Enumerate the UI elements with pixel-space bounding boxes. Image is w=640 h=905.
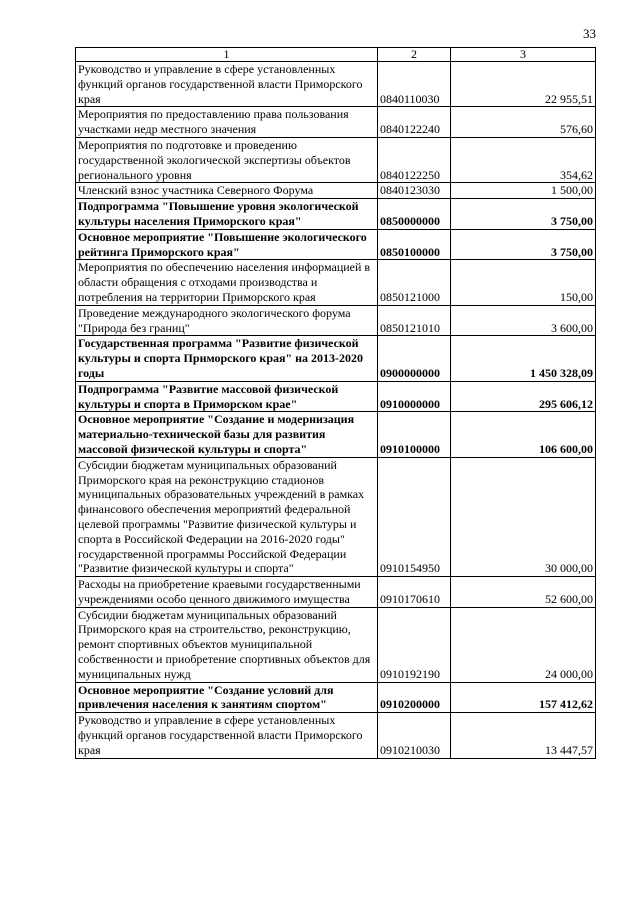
page-number: 33 [583, 26, 596, 41]
row-code: 0910192190 [378, 607, 451, 682]
budget-table [75, 47, 596, 759]
row-name: Субсидии бюджетам муниципальных образований Приморского края на строительство, реконструкцию, ремонт спортивных объектов муниципальной собственности и приобретение спортивных объектов для муниципальных нужд [76, 607, 378, 682]
row-code: 0910170610 [378, 577, 451, 608]
row-name: Основное мероприятие "Создание условий для привлечения населения к занятиям спортом" [76, 682, 378, 713]
table-row [76, 713, 596, 758]
row-code: 0910210030 [378, 713, 451, 758]
table-row [76, 62, 596, 107]
row-name: Руководство и управление в сфере установленных функций органов государственной власти Приморского края [76, 713, 378, 758]
row-sum: 22 955,51 [451, 62, 596, 107]
row-name: Мероприятия по подготовке и проведению государственной экологической экспертизы объектов регионального уровня [76, 137, 378, 182]
row-code: 0910000000 [378, 381, 451, 412]
row-sum: 24 000,00 [451, 607, 596, 682]
row-code: 0850100000 [378, 229, 451, 260]
row-code: 0910154950 [378, 457, 451, 576]
row-sum: 576,60 [451, 107, 596, 138]
table-row [76, 260, 596, 305]
column-header-name: 1 [76, 48, 378, 62]
row-code: 0840123030 [378, 183, 451, 199]
row-name: Мероприятия по предоставлению права пользования участками недр местного значения [76, 107, 378, 138]
table-row [76, 229, 596, 260]
table-row [76, 577, 596, 608]
table-row [76, 336, 596, 381]
table-row [76, 607, 596, 682]
row-sum: 3 600,00 [451, 305, 596, 336]
row-name: Подпрограмма "Повышение уровня экологической культуры населения Приморского края" [76, 199, 378, 230]
row-name: Мероприятия по обеспечению населения информацией в области обращения с отходами производства и потребления на территории Приморского края [76, 260, 378, 305]
row-code: 0840110030 [378, 62, 451, 107]
row-sum: 295 606,12 [451, 381, 596, 412]
row-sum: 1 450 328,09 [451, 336, 596, 381]
table-row [76, 137, 596, 182]
table-row [76, 305, 596, 336]
row-sum: 354,62 [451, 137, 596, 182]
row-code: 0900000000 [378, 336, 451, 381]
table-row [76, 682, 596, 713]
column-header-sum: 3 [451, 48, 596, 62]
row-name: Субсидии бюджетам муниципальных образований Приморского края на реконструкцию стадионов муниципальных образовательных учреждений в рамках финансового обеспечения мероприятий федеральной целевой программы "Развитие физической культуры и спорта в Российской Федерации на 2016-2020 годы" государственной программы Российской Федерации "Развитие физической культуры и спорта" [76, 457, 378, 576]
row-code: 0840122240 [378, 107, 451, 138]
row-name: Подпрограмма "Развитие массовой физической культуры и спорта в Приморском крае" [76, 381, 378, 412]
row-sum: 13 447,57 [451, 713, 596, 758]
table-row [76, 381, 596, 412]
row-name: Государственная программа "Развитие физической культуры и спорта Приморского края" на 2013-2020 годы [76, 336, 378, 381]
row-code: 0850121000 [378, 260, 451, 305]
row-code: 0850121010 [378, 305, 451, 336]
row-name: Основное мероприятие "Создание и модернизация материально-технической базы для развития массовой физической культуры и спорта" [76, 412, 378, 457]
row-name: Проведение международного экологического форума "Природа без границ" [76, 305, 378, 336]
row-sum: 150,00 [451, 260, 596, 305]
table-row [76, 183, 596, 199]
row-sum: 3 750,00 [451, 229, 596, 260]
table-row [76, 457, 596, 576]
row-code: 0910200000 [378, 682, 451, 713]
row-name: Руководство и управление в сфере установленных функций органов государственной власти Приморского края [76, 62, 378, 107]
table-header-row [76, 48, 596, 62]
row-name: Основное мероприятие "Повышение экологического рейтинга Приморского края" [76, 229, 378, 260]
row-sum: 1 500,00 [451, 183, 596, 199]
table-row [76, 199, 596, 230]
row-sum: 3 750,00 [451, 199, 596, 230]
row-code: 0840122250 [378, 137, 451, 182]
row-code: 0910100000 [378, 412, 451, 457]
table-row [76, 412, 596, 457]
row-name: Расходы на приобретение краевыми государственными учреждениями особо ценного движимого имущества [76, 577, 378, 608]
table-row [76, 107, 596, 138]
table-body [76, 62, 596, 759]
row-sum: 157 412,62 [451, 682, 596, 713]
row-sum: 52 600,00 [451, 577, 596, 608]
column-header-code: 2 [378, 48, 451, 62]
row-sum: 106 600,00 [451, 412, 596, 457]
row-sum: 30 000,00 [451, 457, 596, 576]
row-code: 0850000000 [378, 199, 451, 230]
row-name: Членский взнос участника Северного Форума [76, 183, 378, 199]
